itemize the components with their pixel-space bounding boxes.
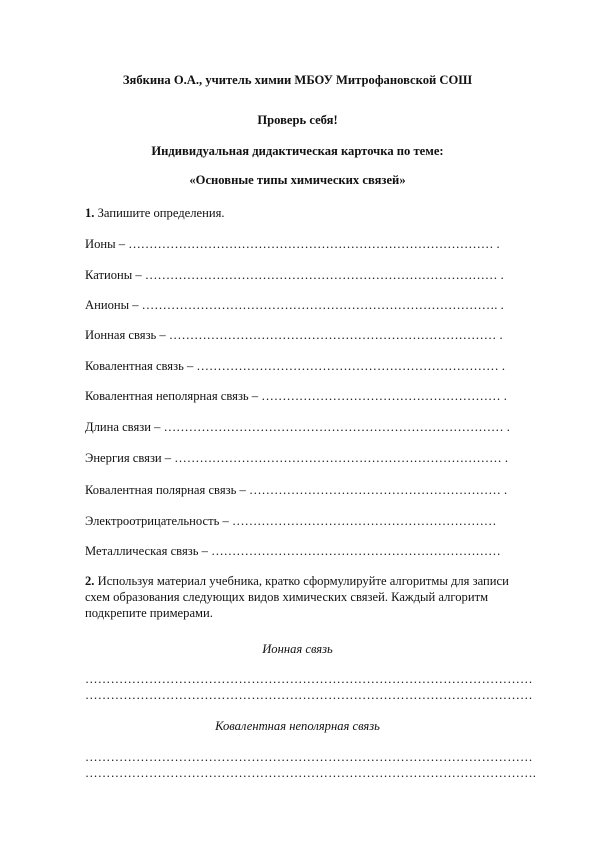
- definition-blank: …………………………………………………………………… .: [174, 451, 508, 465]
- definition-row: [85, 297, 504, 313]
- definition-label: Электроотрицательность –: [85, 514, 232, 528]
- definition-row: [85, 327, 503, 343]
- definition-blank: …………………………………………………………………… .: [168, 328, 503, 342]
- definition-label: Ковалентная связь –: [85, 359, 197, 373]
- answer-line: …………………………………………………………………………………………….: [85, 766, 537, 780]
- definition-blank: ………………………………………………… .: [261, 389, 507, 403]
- answer-line: ……………………………………………………………………………………………: [85, 750, 533, 764]
- task1-heading: [85, 205, 225, 221]
- task2-text: Используя материал учебника, кратко сформулируйте алгоритмы для записи схем образования следующих видов химических связей. Каждый алгоритм подкрепите примерами.: [85, 574, 509, 620]
- topic-title: «Основные типы химических связей»: [189, 173, 406, 187]
- definition-row: [85, 482, 507, 498]
- definition-row: [85, 358, 505, 374]
- definition-label: Ионная связь –: [85, 328, 169, 342]
- author-line: Зябкина О.А., учитель химии МБОУ Митрофановской СОШ: [122, 73, 473, 87]
- section-heading-ionic: Ионная связь: [262, 642, 333, 656]
- definition-label: Ионы –: [85, 237, 129, 251]
- definition-row: [85, 513, 496, 529]
- definition-label: Ковалентная полярная связь –: [85, 483, 249, 497]
- task2-paragraph: [85, 573, 525, 621]
- definition-label: Анионы –: [85, 298, 142, 312]
- definition-row: [85, 419, 510, 435]
- definition-blank: …………………………………………………………………………. .: [141, 298, 504, 312]
- definition-label: Длина связи –: [85, 420, 164, 434]
- definition-row: [85, 543, 501, 559]
- definition-blank: ………………………………………………………………………… .: [144, 268, 504, 282]
- definition-label: Ковалентная неполярная связь –: [85, 389, 262, 403]
- definition-blank: ……………………………………………………………… .: [196, 359, 505, 373]
- definition-blank: …………………………………………………… .: [248, 483, 508, 497]
- answer-line: ……………………………………………………………………………………………: [85, 672, 533, 686]
- definition-row: [85, 450, 508, 466]
- definition-row: [85, 388, 507, 404]
- task1-text: Запишите определения.: [94, 206, 225, 220]
- definition-blank: ………………………………………………………: [231, 514, 497, 528]
- task2-number: 2.: [85, 574, 95, 588]
- definition-label: Энергия связи –: [85, 451, 175, 465]
- task1-number: 1.: [85, 206, 95, 220]
- definition-label: Катионы –: [85, 268, 145, 282]
- definition-row: [85, 267, 504, 283]
- definition-row: [85, 236, 500, 252]
- definition-blank: …………………………………………………………………………… .: [128, 237, 500, 251]
- card-title: Индивидуальная дидактическая карточка по теме:: [151, 144, 444, 158]
- answer-line: ……………………………………………………………………………………………: [85, 688, 533, 702]
- page-subtitle: Проверь себя!: [257, 113, 338, 127]
- section-heading-covalent-nonpolar: Ковалентная неполярная связь: [215, 719, 380, 733]
- definition-blank: ……………………………………………………………: [211, 544, 501, 558]
- definition-label: Металлическая связь –: [85, 544, 212, 558]
- definition-blank: ……………………………………………………………………… .: [163, 420, 510, 434]
